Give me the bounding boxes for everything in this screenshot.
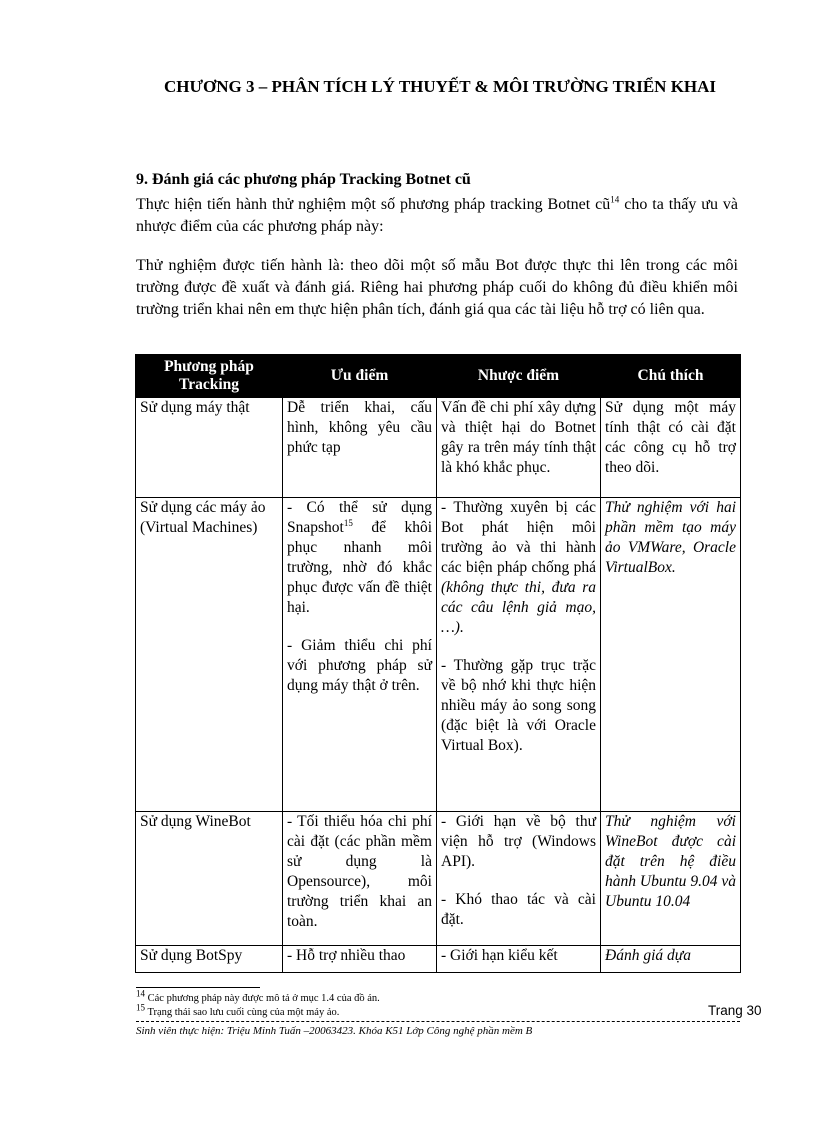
pros-item: - Giảm thiểu chi phí với phương pháp sử dụng máy thật ở trên.: [287, 637, 432, 694]
table-row: [136, 398, 741, 498]
table-header-row: [136, 355, 741, 398]
intro-text-before: Thực hiện tiến hành thử nghiệm một số phương pháp tracking Botnet cũ: [136, 196, 611, 213]
footnote-ref-14[interactable]: 14: [610, 194, 620, 205]
table-row: [136, 946, 741, 973]
cell-method: Sử dụng WineBot: [136, 812, 283, 946]
cell-cons: Vấn đề chi phí xây dựng và thiệt hại do Botnet gây ra trên máy tính thật là khó khắc phục.: [437, 398, 601, 498]
cell-cons: [437, 498, 601, 812]
chapter-title: CHƯƠNG 3 – PHÂN TÍCH LÝ THUYẾT & MÔI TRƯỜNG TRIỂN KHAI: [163, 77, 717, 96]
cell-note: Sử dụng một máy tính thật có cài đặt các công cụ hỗ trợ theo dõi.: [601, 398, 741, 498]
pros-text: để khôi phục nhanh môi trường, nhờ đó khắc phục được vấn đề thiệt hại.: [287, 519, 432, 616]
method-paragraph: Thử nghiệm được tiến hành là: theo dõi một số mẫu Bot được thực thi lên trong các môi trường được đề xuất và đánh giá. Riêng hai phương pháp cuối do không đủ điều khiển môi trường triển khai nên em thực hiện phân tích, đánh giá qua các tài liệu hỗ trợ có liên qua.: [136, 257, 738, 318]
intro-paragraph: [136, 194, 738, 238]
cell-pros: - Hỗ trợ nhiều thao: [283, 946, 437, 973]
footnote-ref-15[interactable]: 15: [343, 517, 353, 528]
method-line: Sử dụng các máy ảo: [140, 499, 266, 516]
header-note: Chú thích: [601, 355, 741, 398]
cell-cons: - Giới hạn kiểu kết: [437, 946, 601, 973]
page-number: Trang 30: [708, 1003, 762, 1018]
cell-method: [136, 498, 283, 812]
cons-item: - Khó thao tác và cài đặt.: [441, 891, 596, 928]
footnote-15: [136, 1002, 340, 1019]
cell-note: Thử nghiệm với hai phần mềm tạo máy ảo VMWare, Oracle VirtualBox.: [601, 498, 741, 812]
comparison-table: [135, 354, 741, 973]
footnote-14: [136, 988, 380, 1005]
page-footer: Sinh viên thực hiện: Triệu Minh Tuấn –20063423. Khóa K51 Lớp Công nghệ phần mềm B: [136, 1025, 533, 1037]
method-line: (Virtual Machines): [140, 519, 258, 536]
cell-pros: Dễ triển khai, cấu hình, không yêu cầu phức tạp: [283, 398, 437, 498]
cell-cons: [437, 812, 601, 946]
cons-item: - Giới hạn về bộ thư viện hỗ trợ (Windows API).: [441, 813, 596, 870]
cell-method: Sử dụng máy thật: [136, 398, 283, 498]
cons-item: [441, 498, 596, 638]
table-row: [136, 812, 741, 946]
pros-item: [287, 498, 432, 618]
cell-note: Thử nghiệm với WineBot được cài đặt trên hệ điều hành Ubuntu 9.04 và Ubuntu 10.04: [601, 812, 741, 946]
pros-text: - Có thể sử dụng Snapshot: [287, 499, 432, 536]
cons-text: - Thường xuyên bị các Bot phát hiện môi trường ảo và thi hành các biện pháp chống phá: [441, 499, 596, 576]
footnote-number: 15: [136, 1002, 145, 1013]
cell-method: Sử dụng BotSpy: [136, 946, 283, 973]
cons-text-italic: (không thực thi, đưa ra các câu lệnh giả mạo, …).: [441, 579, 596, 636]
cell-pros: [283, 498, 437, 812]
header-method: Phương pháp Tracking: [136, 355, 283, 398]
intro-text-after: cho ta thấy ưu và nhược điểm của các phương pháp này:: [136, 196, 738, 235]
footer-divider: [136, 1021, 740, 1022]
cell-note: Đánh giá dựa: [601, 946, 741, 973]
footnote-number: 14: [136, 988, 145, 999]
section-heading: 9. Đánh giá các phương pháp Tracking Botnet cũ: [136, 171, 471, 188]
footnote-divider: [136, 987, 260, 988]
footnote-text: Trạng thái sao lưu cuối cùng của một máy ảo.: [147, 1007, 340, 1018]
table-row: [136, 498, 741, 812]
cell-pros: - Tối thiểu hóa chi phí cài đặt (các phần mềm sử dụng là Opensource), môi trường triển khai an toàn.: [283, 812, 437, 946]
cons-item: - Thường gặp trục trặc về bộ nhớ khi thực hiện nhiều máy ảo song song (đặc biệt là với Oracle Virtual Box).: [441, 657, 596, 754]
header-cons: Nhược điểm: [437, 355, 601, 398]
footnote-text: Các phương pháp này được mô tả ở mục 1.4 của đồ án.: [147, 993, 380, 1004]
header-pros: Ưu điểm: [283, 355, 437, 398]
